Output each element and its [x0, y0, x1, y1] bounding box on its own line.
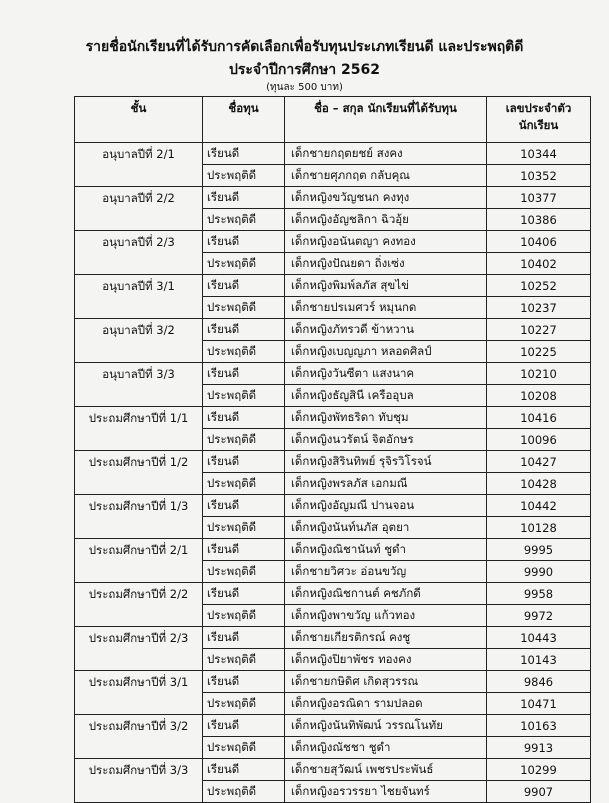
student-name-cell: เด็กหญิงนันทิพัฒน์ วรรณโนทัย [285, 715, 487, 737]
student-name-cell: เด็กหญิงอรณิดา รามปลอด [285, 693, 487, 715]
scholarship-type-cell: ประพฤติดี [203, 561, 285, 583]
student-name-cell: เด็กหญิงนวรัตน์ จิตอักษร [285, 429, 487, 451]
student-id-cell: 10402 [487, 253, 591, 275]
header-student-id-line2: นักเรียน [518, 118, 559, 132]
student-name-cell: เด็กชายสุวัฒน์ เพชรประพันธ์ [285, 759, 487, 781]
scholarship-type-cell: ประพฤติดี [203, 781, 285, 803]
scholarship-type-cell: ประพฤติดี [203, 385, 285, 407]
student-name-cell: เด็กชายศุภกฤต กลับคุณ [285, 165, 487, 187]
scholarship-type-cell: ประพฤติดี [203, 165, 285, 187]
student-id-cell: 10128 [487, 517, 591, 539]
grade-cell: ประถมศึกษาปีที่ 2/2 [75, 583, 203, 627]
table-row [75, 495, 591, 517]
student-id-cell: 10443 [487, 627, 591, 649]
document-title: รายชื่อนักเรียนที่ได้รับการคัดเลือกเพื่อรับทุนประเภทเรียนดี และประพฤติดี [85, 39, 524, 55]
table-row [75, 451, 591, 473]
table-row [75, 715, 591, 737]
student-id-cell: 10237 [487, 297, 591, 319]
scholarship-type-cell: ประพฤติดี [203, 209, 285, 231]
student-id-cell: 10252 [487, 275, 591, 297]
scholarship-type-cell: เรียนดี [203, 495, 285, 517]
student-id-cell: 10225 [487, 341, 591, 363]
student-name-cell: เด็กชายเกียรติกรณ์ คงชู [285, 627, 487, 649]
student-id-cell: 10386 [487, 209, 591, 231]
student-name-cell: เด็กหญิงภัทรวดี ข้าหวาน [285, 319, 487, 341]
grade-cell: อนุบาลปีที่ 2/3 [75, 231, 203, 275]
student-id-cell: 10471 [487, 693, 591, 715]
student-id-cell: 10208 [487, 385, 591, 407]
student-id-cell: 10427 [487, 451, 591, 473]
scholarship-type-cell: เรียนดี [203, 187, 285, 209]
student-id-cell: 9990 [487, 561, 591, 583]
table-row [75, 627, 591, 649]
grade-cell: อนุบาลปีที่ 3/1 [75, 275, 203, 319]
student-name-cell: เด็กหญิงอนันตญา คงทอง [285, 231, 487, 253]
student-id-cell: 10352 [487, 165, 591, 187]
header-scholarship: ชื่อทุน [203, 97, 285, 143]
student-id-cell: 10299 [487, 759, 591, 781]
scholarship-amount-note: (ทุนละ 500 บาท) [266, 82, 343, 93]
table-row [75, 187, 591, 209]
student-name-cell: เด็กหญิงพาขวัญ แก้วทอง [285, 605, 487, 627]
student-id-cell: 9907 [487, 781, 591, 803]
student-name-cell: เด็กหญิงอัญชลิกา ฉิวอุ้ย [285, 209, 487, 231]
scholarship-type-cell: เรียนดี [203, 231, 285, 253]
student-name-cell: เด็กหญิงณิชกานต์ คชภักดี [285, 583, 487, 605]
student-name-cell: เด็กหญิงขวัญชนก คงทุง [285, 187, 487, 209]
table-row [75, 363, 591, 385]
header-row [75, 97, 591, 143]
header-student-id [487, 97, 591, 143]
scholarship-type-cell: เรียนดี [203, 671, 285, 693]
student-id-cell: 10344 [487, 143, 591, 165]
student-id-cell: 10143 [487, 649, 591, 671]
scholarship-type-cell: ประพฤติดี [203, 517, 285, 539]
scholarship-type-cell: เรียนดี [203, 143, 285, 165]
scholarship-type-cell: ประพฤติดี [203, 297, 285, 319]
student-name-cell: เด็กหญิงอรวรรยา ไชยจันทร์ [285, 781, 487, 803]
student-id-cell: 9972 [487, 605, 591, 627]
grade-cell: ประถมศึกษาปีที่ 2/3 [75, 627, 203, 671]
student-id-cell: 10096 [487, 429, 591, 451]
table-row [75, 759, 591, 781]
grade-cell: ประถมศึกษาปีที่ 3/3 [75, 759, 203, 803]
scholarship-table [74, 96, 591, 803]
student-name-cell: เด็กชายกษิดิศ เกิดสุวรรณ [285, 671, 487, 693]
grade-cell: ประถมศึกษาปีที่ 2/1 [75, 539, 203, 583]
grade-cell: ประถมศึกษาปีที่ 3/1 [75, 671, 203, 715]
grade-cell: อนุบาลปีที่ 3/3 [75, 363, 203, 407]
table-row [75, 231, 591, 253]
table-row [75, 407, 591, 429]
header-student-name: ชื่อ – สกุล นักเรียนที่ได้รับทุน [285, 97, 487, 143]
header-grade: ชั้น [75, 97, 203, 143]
grade-cell: ประถมศึกษาปีที่ 1/3 [75, 495, 203, 539]
table-row [75, 583, 591, 605]
scholarship-type-cell: เรียนดี [203, 319, 285, 341]
student-name-cell: เด็กหญิงณัชชา ชูดำ [285, 737, 487, 759]
scholarship-type-cell: ประพฤติดี [203, 341, 285, 363]
grade-cell: ประถมศึกษาปีที่ 1/2 [75, 451, 203, 495]
student-name-cell: เด็กหญิงปิยาพัชร ทองคง [285, 649, 487, 671]
document-subtitle: ประจำปีการศึกษา 2562 [228, 62, 381, 78]
student-id-cell: 9958 [487, 583, 591, 605]
table-row [75, 275, 591, 297]
student-name-cell: เด็กหญิงเบญญภา หลอดศิลป์ [285, 341, 487, 363]
student-name-cell: เด็กหญิงสิรินทิพย์ รุจิรวิโรจน์ [285, 451, 487, 473]
student-name-cell: เด็กหญิงณิชานันท์ ชูดำ [285, 539, 487, 561]
student-id-cell: 10406 [487, 231, 591, 253]
scholarship-type-cell: เรียนดี [203, 451, 285, 473]
scholarship-type-cell: ประพฤติดี [203, 253, 285, 275]
student-name-cell: เด็กชายกฤตยชย์ สงคง [285, 143, 487, 165]
table-row [75, 319, 591, 341]
student-id-cell: 9995 [487, 539, 591, 561]
student-name-cell: เด็กหญิงนันท์นภัส อุตยา [285, 517, 487, 539]
scholarship-type-cell: ประพฤติดี [203, 693, 285, 715]
table-row [75, 539, 591, 561]
scholarship-type-cell: เรียนดี [203, 407, 285, 429]
scholarship-type-cell: ประพฤติดี [203, 473, 285, 495]
grade-cell: อนุบาลปีที่ 2/2 [75, 187, 203, 231]
student-id-cell: 10428 [487, 473, 591, 495]
student-name-cell: เด็กหญิงพิมพ์ลภัส สุขไข่ [285, 275, 487, 297]
scholarship-type-cell: เรียนดี [203, 363, 285, 385]
student-name-cell: เด็กหญิงพัทธริดา ทับชุม [285, 407, 487, 429]
grade-cell: อนุบาลปีที่ 2/1 [75, 143, 203, 187]
student-id-cell: 10442 [487, 495, 591, 517]
scholarship-type-cell: ประพฤติดี [203, 429, 285, 451]
student-id-cell: 10227 [487, 319, 591, 341]
student-name-cell: เด็กหญิงอัญมณี ปานจอน [285, 495, 487, 517]
grade-cell: ประถมศึกษาปีที่ 3/2 [75, 715, 203, 759]
table-row [75, 671, 591, 693]
student-id-cell: 10163 [487, 715, 591, 737]
scholarship-type-cell: เรียนดี [203, 275, 285, 297]
student-name-cell: เด็กชายปรเมศวร์ หมุนกด [285, 297, 487, 319]
student-id-cell: 10210 [487, 363, 591, 385]
student-name-cell: เด็กหญิงวันซีตา แสงนาค [285, 363, 487, 385]
student-name-cell: เด็กหญิงธัญสินี เครืออุบล [285, 385, 487, 407]
student-id-cell: 9913 [487, 737, 591, 759]
table-row [75, 143, 591, 165]
scholarship-type-cell: เรียนดี [203, 583, 285, 605]
grade-cell: อนุบาลปีที่ 3/2 [75, 319, 203, 363]
grade-cell: ประถมศึกษาปีที่ 1/1 [75, 407, 203, 451]
student-id-cell: 10416 [487, 407, 591, 429]
student-name-cell: เด็กชายวิศวะ อ่อนขวัญ [285, 561, 487, 583]
scholarship-type-cell: เรียนดี [203, 539, 285, 561]
student-id-cell: 9846 [487, 671, 591, 693]
scholarship-type-cell: เรียนดี [203, 759, 285, 781]
scholarship-type-cell: ประพฤติดี [203, 605, 285, 627]
header-student-id-line1: เลขประจำตัว [505, 101, 572, 115]
scholarship-type-cell: เรียนดี [203, 627, 285, 649]
scholarship-type-cell: เรียนดี [203, 715, 285, 737]
student-id-cell: 10377 [487, 187, 591, 209]
scholarship-type-cell: ประพฤติดี [203, 737, 285, 759]
scholarship-type-cell: ประพฤติดี [203, 649, 285, 671]
student-name-cell: เด็กหญิงพรลภัส เอกมณี [285, 473, 487, 495]
student-name-cell: เด็กหญิงปัณยดา ถิ่งเซ่ง [285, 253, 487, 275]
